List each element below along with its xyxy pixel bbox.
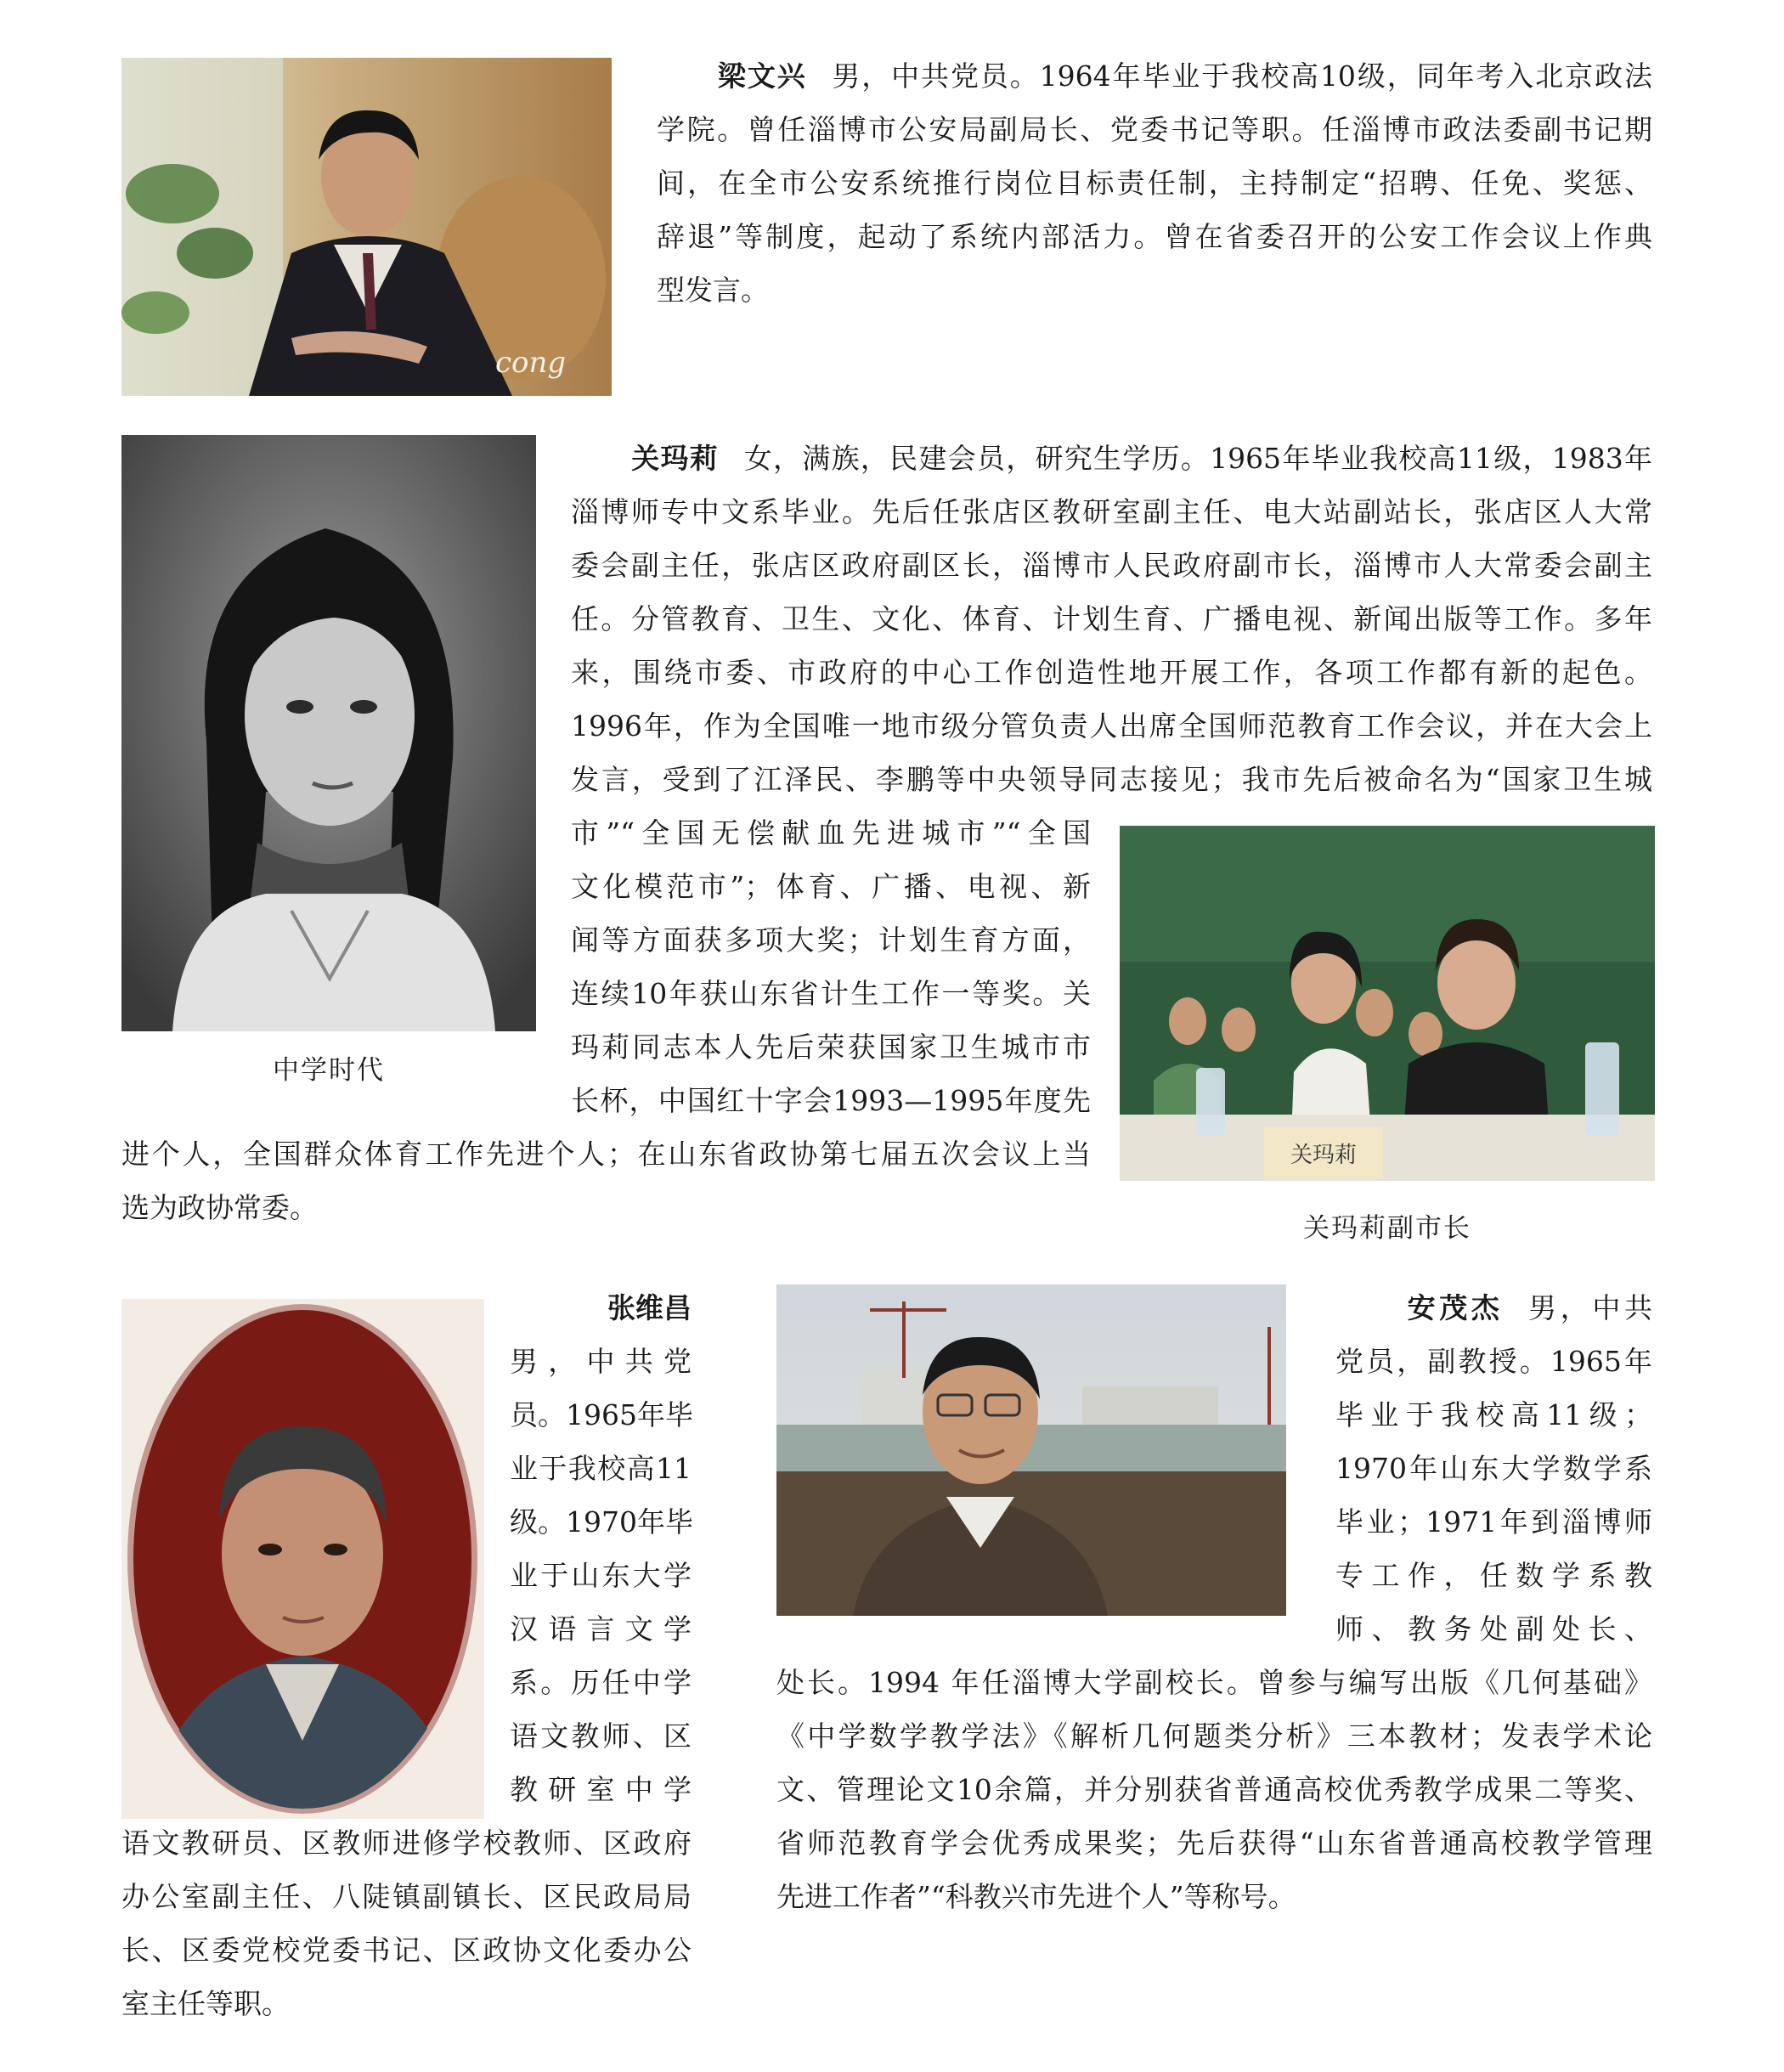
bio-line: 办公室副主任、八陡镇副镇长、区民政局局 — [121, 1880, 692, 1913]
guan-youth-photo — [121, 435, 536, 1031]
bio-line: 发言，受到了江泽民、李鹏等中央领导同志接见；我市先后被命名为“国家卫生城 — [571, 763, 1652, 796]
zhang-name: 张维昌 — [607, 1291, 692, 1324]
bio-line: 员。1965年毕 — [510, 1398, 693, 1431]
svg-text:cong: cong — [495, 346, 567, 380]
zhang-bio-wide — [121, 1816, 692, 2030]
bio-line: 专工作，任数学系教 — [1335, 1559, 1652, 1592]
an-name: 安茂杰 — [1403, 1291, 1504, 1324]
bio-line: 文、管理论文10余篇，并分别获省普通高校优秀教学成果二等奖、 — [776, 1773, 1652, 1806]
liang-name: 梁文兴 — [716, 59, 807, 93]
liang-photo — [121, 58, 612, 396]
guan-bio-bottom — [121, 1127, 1091, 1234]
caption-meeting: 关玛莉副市长 — [1303, 1213, 1471, 1244]
bio-line: 毕业；1971年到淄博师 — [1335, 1505, 1652, 1538]
zhang-bio-narrow — [510, 1281, 692, 1816]
bio-line: 市”“全国无偿献血先进城市”“全国 — [571, 816, 1091, 850]
bio-line: 进个人，全国群众体育工作先进个人；在山东省政协第七届五次会议上当 — [121, 1138, 1091, 1171]
bio-line: 级。1970年毕 — [510, 1505, 693, 1538]
bio-line: 汉语言文学 — [510, 1612, 692, 1646]
bio-line: 《中学数学教学法》《解析几何题类分析》三本教材；发表学术论 — [776, 1719, 1652, 1753]
bio-line: 长、区委党校党委书记、区政协文化委办公 — [121, 1934, 692, 1967]
guan-name: 关玛莉 — [630, 442, 720, 475]
bio-line: 1996年，作为全国唯一地市级分管负责人出席全国师范教育工作会议，并在大会上 — [571, 709, 1652, 742]
bio-line: 业于我校高11 — [510, 1452, 692, 1485]
bio-line: 党员，副教授。1965年 — [1335, 1345, 1652, 1378]
bio-line: 来，围绕市委、市政府的中心工作创造性地开展工作，各项工作都有新的起色。 — [571, 656, 1652, 689]
bio-line: 闻等方面获多项大奖；计划生育方面， — [571, 923, 1091, 957]
bio-line: 长杯，中国红十字会1993—1995年度先 — [571, 1084, 1091, 1117]
bio-line: 玛莉同志本人先后荣获国家卫生城市市 — [571, 1030, 1091, 1064]
bio-line: 先进工作者”“科教兴市先进个人”等称号。 — [776, 1880, 1296, 1913]
bio-line: 文化模范市”；体育、广播、电视、新 — [571, 870, 1091, 903]
bio-line: 师、教务处副处长、 — [1335, 1612, 1652, 1646]
bio-line: 男，中共 — [1528, 1291, 1653, 1324]
bio-line: 毕业于我校高11级； — [1335, 1398, 1652, 1431]
bio-line: 室主任等职。 — [121, 1987, 290, 2020]
bio-line: 1970年山东大学数学系 — [1335, 1452, 1652, 1485]
bio-line: 连续10年获山东省计生工作一等奖。关 — [571, 977, 1091, 1010]
nameplate-text: 关玛莉 — [1290, 1143, 1358, 1168]
bio-line: 语文教研员、区教师进修学校教师、区政府 — [121, 1826, 692, 1860]
bio-line: 处长。1994 年任淄博大学副校长。曾参与编写出版《几何基础》 — [776, 1666, 1652, 1699]
bio-line: 男，中共党员。1964年毕业于我校高10级，同年考入北京政法 — [832, 59, 1652, 93]
zhang-photo — [121, 1299, 484, 1819]
an-bio-wide — [776, 1656, 1652, 1923]
bio-line: 学院。曾任淄博市公安局副局长、党委书记等职。任淄博市政法委副书记期 — [657, 113, 1652, 146]
bio-line: 业于山东大学 — [510, 1559, 692, 1592]
bio-line: 教研室中学 — [510, 1773, 692, 1806]
bio-line: 淄博师专中文系毕业。先后任张店区教研室副主任、电大站副站长，张店区人大常 — [571, 495, 1652, 528]
bio-line: 女，满族，民建会员，研究生学历。1965年毕业我校高11级，1983年 — [743, 442, 1652, 475]
bio-line: 选为政协常委。 — [121, 1191, 318, 1224]
bio-line: 委会副主任，张店区政府副区长，淄博市人民政府副市长，淄博市人大常委会副主 — [571, 549, 1652, 582]
caption-youth: 中学时代 — [273, 1055, 385, 1086]
bio-line: 省师范教育学会优秀成果奖；先后获得“山东省普通高校教学管理 — [776, 1826, 1652, 1860]
guan-bio-mid — [571, 806, 1091, 1127]
bio-line: 间，在全市公安系统推行岗位目标责任制，主持制定“招聘、任免、奖惩、 — [657, 167, 1652, 200]
bio-line: 语文教师、区 — [510, 1719, 692, 1753]
bio-line: 系。历任中学 — [510, 1666, 692, 1699]
an-photo — [776, 1284, 1286, 1616]
guan-meeting-photo — [1120, 826, 1655, 1181]
an-bio-narrow — [1335, 1281, 1652, 1656]
bio-line: 男，中共党 — [510, 1345, 692, 1378]
bio-line: 型发言。 — [657, 274, 769, 307]
bio-line: 任。分管教育、卫生、文化、体育、计划生育、广播电视、新闻出版等工作。多年 — [571, 602, 1652, 635]
guan-bio-top — [571, 432, 1652, 806]
bio-line: 辞退”等制度，起动了系统内部活力。曾在省委召开的公安工作会议上作典 — [657, 220, 1652, 253]
liang-bio — [657, 49, 1652, 317]
